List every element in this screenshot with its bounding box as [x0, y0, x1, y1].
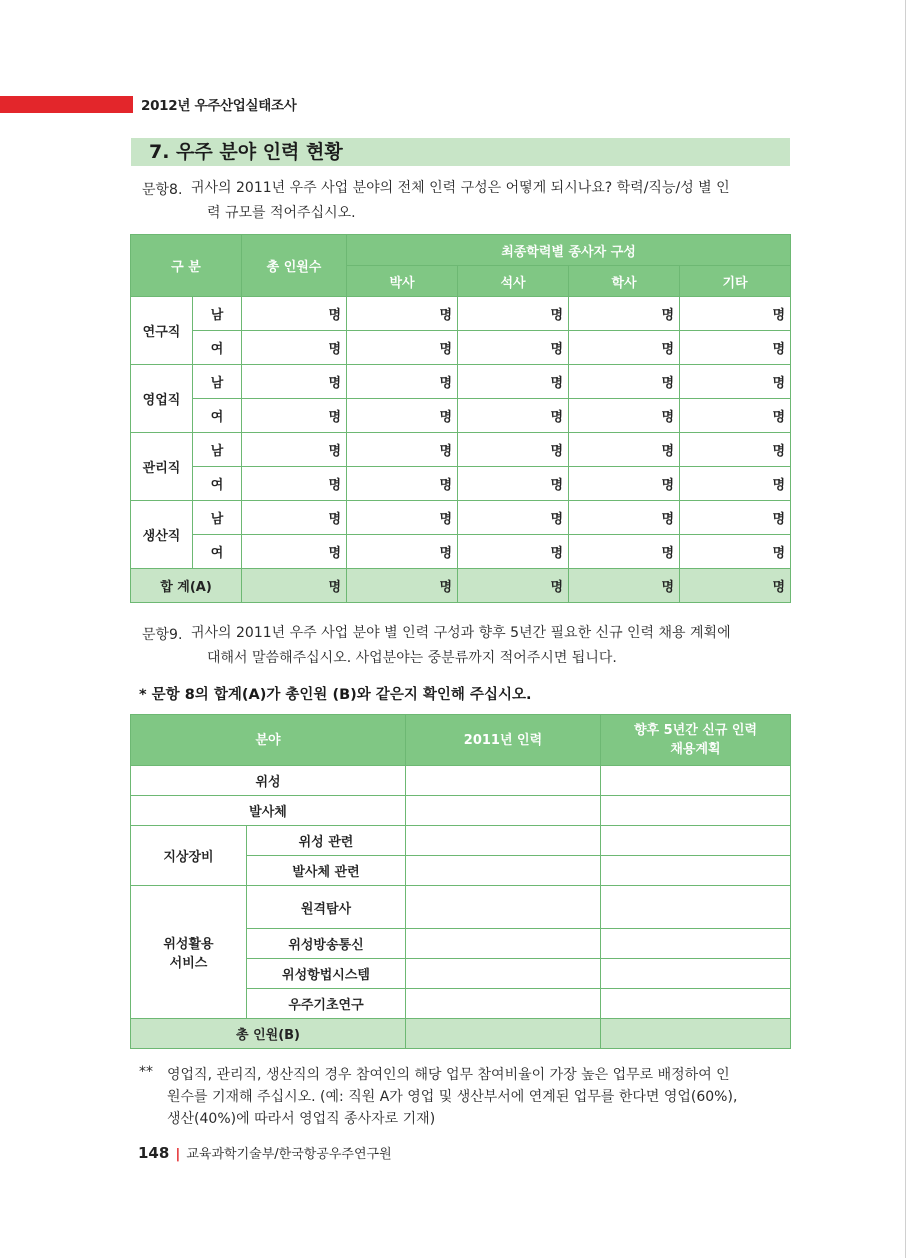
header-phd: 박사	[347, 266, 458, 297]
workforce-composition-table	[130, 234, 791, 603]
input-cell[interactable]	[601, 989, 791, 1019]
section-title: 7. 우주 분야 인력 현황	[131, 138, 790, 166]
running-header: 2012년 우주산업실태조사	[141, 98, 297, 114]
group-sales: 영업직	[131, 365, 193, 433]
field-space-science: 우주기초연구	[247, 989, 406, 1019]
question9-text	[191, 621, 791, 671]
header-hiring-plan-line1: 향후 5년간 신규 인력	[633, 723, 758, 738]
header-staff-2011: 2011년 인력	[406, 715, 601, 766]
field-ground-launcher: 발사체 관련	[247, 856, 406, 886]
table-row	[131, 433, 791, 467]
question9-label: 문항9.	[142, 627, 183, 643]
gender-female: 여	[193, 467, 242, 501]
input-cell[interactable]: 명	[458, 569, 569, 603]
input-cell[interactable]: 명	[347, 467, 458, 501]
input-cell[interactable]	[406, 959, 601, 989]
question8-text	[191, 176, 791, 226]
input-cell[interactable]: 명	[680, 501, 791, 535]
input-cell[interactable]: 명	[347, 433, 458, 467]
field-navigation: 위성항법시스템	[247, 959, 406, 989]
input-cell[interactable]: 명	[569, 535, 680, 569]
input-cell[interactable]: 명	[680, 331, 791, 365]
table-row	[131, 501, 791, 535]
table-row	[131, 365, 791, 399]
input-cell[interactable]: 명	[569, 569, 680, 603]
input-cell[interactable]: 명	[242, 331, 347, 365]
total-label: 총 인원(B)	[131, 1019, 406, 1049]
header-bachelors: 학사	[569, 266, 680, 297]
header-hiring-plan-line2: 채용계획	[670, 742, 721, 757]
input-cell[interactable]	[406, 886, 601, 929]
gender-male: 남	[193, 501, 242, 535]
input-cell[interactable]: 명	[242, 501, 347, 535]
input-cell[interactable]	[601, 959, 791, 989]
footer-org: 교육과학기술부/한국항공우주연구원	[186, 1147, 392, 1162]
header-division: 구 분	[131, 235, 242, 297]
input-cell[interactable]: 명	[458, 467, 569, 501]
input-cell[interactable]: 명	[347, 501, 458, 535]
input-cell[interactable]	[406, 826, 601, 856]
page-number: 148	[138, 1144, 170, 1162]
table-row	[131, 467, 791, 501]
header-composition: 최종학력별 종사자 구성	[347, 235, 791, 266]
input-cell[interactable]: 명	[680, 399, 791, 433]
footnote-line2: 원수를 기재해 주십시오. (예: 직원 A가 영업 및 생산부서에 연계된 업무를 한다면 영업(60%),	[167, 1089, 738, 1105]
input-cell[interactable]: 명	[569, 501, 680, 535]
input-cell[interactable]	[406, 1019, 601, 1049]
gender-male: 남	[193, 365, 242, 399]
table-row	[131, 331, 791, 365]
field-satellite-services-line1: 위성활용	[163, 937, 214, 952]
input-cell[interactable]	[601, 1019, 791, 1049]
question8-label: 문항8.	[142, 182, 183, 198]
table-row	[131, 297, 791, 331]
header-field: 분야	[131, 715, 406, 766]
input-cell[interactable]	[601, 796, 791, 826]
input-cell[interactable]: 명	[458, 365, 569, 399]
field-ground-equipment: 지상장비	[131, 826, 247, 886]
input-cell[interactable]	[406, 989, 601, 1019]
field-broadcast: 위성방송통신	[247, 929, 406, 959]
input-cell[interactable]: 명	[458, 331, 569, 365]
gender-female: 여	[193, 331, 242, 365]
check-note: * 문항 8의 합계(A)가 총인원 (B)와 같은지 확인해 주십시오.	[139, 687, 532, 703]
input-cell[interactable]	[406, 796, 601, 826]
header-masters: 석사	[458, 266, 569, 297]
page-footer	[138, 1143, 392, 1162]
input-cell[interactable]: 명	[569, 297, 680, 331]
group-research: 연구직	[131, 297, 193, 365]
input-cell[interactable]: 명	[569, 399, 680, 433]
input-cell[interactable]: 명	[680, 467, 791, 501]
footnote-line1: 영업직, 관리직, 생산직의 경우 참여인의 해당 업무 참여비율이 가장 높은 업무로 배정하여 인	[167, 1067, 730, 1083]
input-cell[interactable]: 명	[680, 535, 791, 569]
input-cell[interactable]: 명	[680, 297, 791, 331]
sum-label: 합 계(A)	[131, 569, 242, 603]
input-cell[interactable]: 명	[242, 433, 347, 467]
group-management: 관리직	[131, 433, 193, 501]
table-row	[131, 826, 791, 856]
input-cell[interactable]: 명	[347, 535, 458, 569]
input-cell[interactable]: 명	[680, 433, 791, 467]
input-cell[interactable]: 명	[458, 297, 569, 331]
gender-male: 남	[193, 433, 242, 467]
input-cell[interactable]: 명	[347, 399, 458, 433]
header-total: 총 인원수	[242, 235, 347, 297]
input-cell[interactable]: 명	[680, 365, 791, 399]
hiring-plan-table	[130, 714, 791, 1049]
input-cell[interactable]: 명	[242, 399, 347, 433]
input-cell[interactable]: 명	[458, 501, 569, 535]
input-cell[interactable]: 명	[347, 297, 458, 331]
gender-female: 여	[193, 399, 242, 433]
input-cell[interactable]	[406, 766, 601, 796]
table-row	[131, 766, 791, 796]
field-satellite-services	[131, 886, 247, 1019]
input-cell[interactable]: 명	[347, 365, 458, 399]
field-remote-sensing: 원격탐사	[247, 886, 406, 929]
input-cell[interactable]: 명	[569, 433, 680, 467]
input-cell[interactable]: 명	[242, 535, 347, 569]
field-satellite-services-line2: 서비스	[169, 956, 208, 971]
sum-row	[131, 1019, 791, 1049]
field-ground-satellite: 위성 관련	[247, 826, 406, 856]
input-cell[interactable]: 명	[242, 569, 347, 603]
input-cell[interactable]	[601, 826, 791, 856]
input-cell[interactable]: 명	[680, 569, 791, 603]
input-cell[interactable]: 명	[242, 467, 347, 501]
group-production: 생산직	[131, 501, 193, 569]
input-cell[interactable]: 명	[458, 535, 569, 569]
input-cell[interactable]	[601, 929, 791, 959]
input-cell[interactable]: 명	[569, 365, 680, 399]
field-launcher: 발사체	[131, 796, 406, 826]
input-cell[interactable]: 명	[242, 297, 347, 331]
table-row	[131, 535, 791, 569]
input-cell[interactable]: 명	[569, 331, 680, 365]
gender-female: 여	[193, 535, 242, 569]
footnote-line3: 생산(40%)에 따라서 영업직 종사자로 기재)	[167, 1111, 436, 1127]
sum-row	[131, 569, 791, 603]
page-edge-rule	[905, 0, 906, 1258]
input-cell[interactable]: 명	[347, 569, 458, 603]
header-red-bar	[0, 96, 133, 113]
table-row	[131, 796, 791, 826]
field-satellite: 위성	[131, 766, 406, 796]
input-cell[interactable]: 명	[569, 467, 680, 501]
table-row	[131, 886, 791, 929]
input-cell[interactable]	[406, 929, 601, 959]
input-cell[interactable]: 명	[347, 331, 458, 365]
question9-line2: 대해서 말씀해주십시오. 사업분야는 중분류까지 적어주시면 됩니다.	[207, 650, 617, 666]
header-hiring-plan	[601, 715, 791, 766]
question8-line1: 귀사의 2011년 우주 사업 분야의 전체 인력 구성은 어떻게 되시나요? 학력/직능/성 별 인	[191, 180, 730, 196]
table-row	[131, 399, 791, 433]
input-cell[interactable]	[601, 886, 791, 929]
gender-male: 남	[193, 297, 242, 331]
footnote	[167, 1064, 787, 1130]
footer-separator: |	[175, 1147, 181, 1162]
input-cell[interactable]: 명	[458, 433, 569, 467]
question8-line2: 력 규모를 적어주십시오.	[207, 205, 356, 221]
input-cell[interactable]	[406, 856, 601, 886]
input-cell[interactable]: 명	[458, 399, 569, 433]
input-cell[interactable]	[601, 856, 791, 886]
input-cell[interactable]: 명	[242, 365, 347, 399]
footnote-mark: **	[139, 1064, 153, 1080]
question9-line1: 귀사의 2011년 우주 사업 분야 별 인력 구성과 향후 5년간 필요한 신규 인력 채용 계획에	[191, 625, 731, 641]
header-other: 기타	[680, 266, 791, 297]
input-cell[interactable]	[601, 766, 791, 796]
